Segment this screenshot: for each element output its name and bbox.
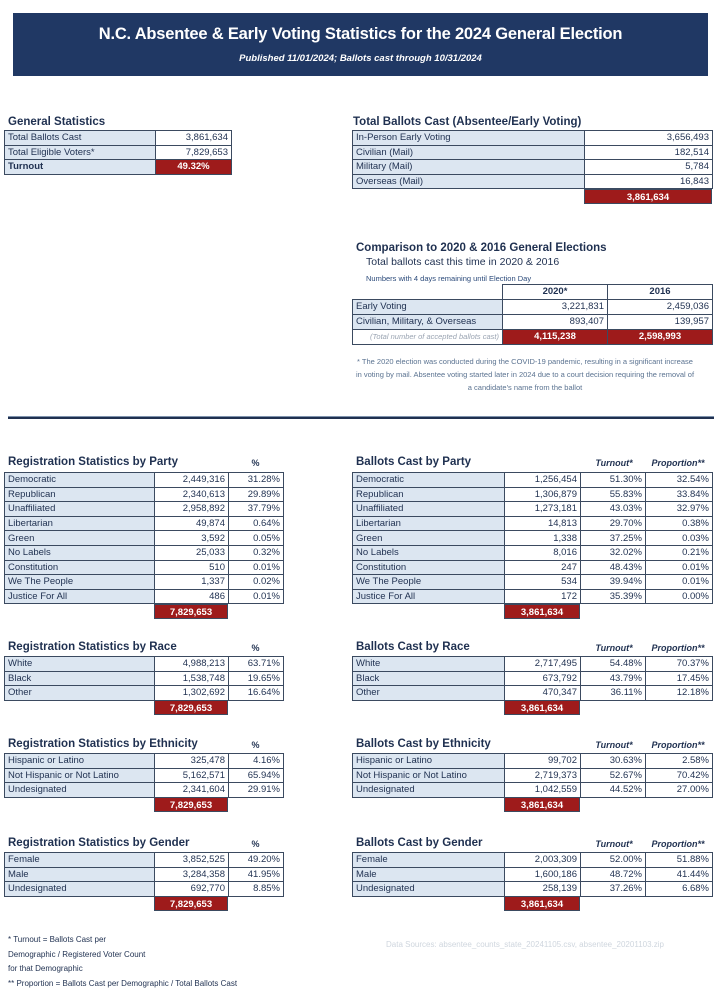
cell-label: Constitution (5, 560, 155, 575)
cell-count: 1,042,559 (505, 783, 581, 798)
cell-pct: 65.94% (229, 768, 284, 783)
cell-label: White (5, 657, 155, 672)
cell-label: Republican (5, 487, 155, 502)
cell-label: Justice For All (353, 589, 505, 604)
registration-ethnicity-table (4, 753, 284, 798)
row-label: Total Eligible Voters* (5, 145, 156, 160)
cell-count: 486 (155, 589, 229, 604)
ballots-gender-proportion-header: Proportion** (651, 839, 705, 849)
cell-pct: 0.01% (229, 589, 284, 604)
cell-turnout: 30.63% (581, 754, 646, 769)
table-row (5, 882, 284, 897)
table-row (353, 315, 713, 330)
cell-count: 692,770 (155, 882, 229, 897)
ballots-race-table (352, 656, 713, 701)
table-row (353, 516, 713, 531)
table-row (353, 671, 713, 686)
spacer-cell (353, 285, 503, 300)
cell-count: 247 (505, 560, 581, 575)
cell-proportion: 32.97% (646, 502, 713, 517)
cell-count: 1,338 (505, 531, 581, 546)
ballots-ethnicity-proportion-header: Proportion** (651, 740, 705, 750)
table-row (5, 657, 284, 672)
cell-count: 1,538,748 (155, 671, 229, 686)
registration-race-table (4, 656, 284, 701)
cell-label: Undesignated (353, 783, 505, 798)
table-row (353, 686, 713, 701)
row-label: Military (Mail) (353, 160, 585, 175)
cell-count: 2,341,604 (155, 783, 229, 798)
cell-label: Black (5, 671, 155, 686)
row-label: Early Voting (353, 300, 503, 315)
registration-race-title: Registration Statistics by Race (8, 641, 177, 653)
table-row (353, 768, 713, 783)
total-ballots-title: Total Ballots Cast (Absentee/Early Voting) (353, 116, 582, 128)
cell-proportion: 0.38% (646, 516, 713, 531)
cell-count: 2,003,309 (505, 853, 581, 868)
cell-label: Unaffiliated (5, 502, 155, 517)
comparison-total-2016: 2,598,993 (608, 330, 713, 345)
comparison-total-row (353, 330, 713, 345)
cell-label: Green (353, 531, 505, 546)
cell-count: 510 (155, 560, 229, 575)
cell-count: 3,852,525 (155, 853, 229, 868)
ballots-gender-table (352, 852, 713, 897)
table-row (5, 531, 284, 546)
cell-label: Female (353, 853, 505, 868)
registration-ethnicity-total: 7,829,653 (154, 797, 228, 812)
cell-count: 2,719,373 (505, 768, 581, 783)
cell-label: Female (5, 853, 155, 868)
comparison-note: Numbers with 4 days remaining until Election Day (366, 274, 532, 283)
table-row (353, 754, 713, 769)
cell-pct: 0.05% (229, 531, 284, 546)
cell-label: Other (5, 686, 155, 701)
cell-turnout: 55.83% (581, 487, 646, 502)
comparison-header-row (353, 285, 713, 300)
cell-proportion: 17.45% (646, 671, 713, 686)
cell-pct: 29.89% (229, 487, 284, 502)
table-row (353, 783, 713, 798)
cell-count: 14,813 (505, 516, 581, 531)
cell-count: 258,139 (505, 882, 581, 897)
table-row (353, 575, 713, 590)
row-value: 182,514 (585, 145, 713, 160)
cell-proportion: 33.84% (646, 487, 713, 502)
cell-count: 49,874 (155, 516, 229, 531)
table-row (5, 560, 284, 575)
footer-notes (8, 933, 237, 991)
cell-pct: 0.01% (229, 560, 284, 575)
ballots-party-title: Ballots Cast by Party (356, 456, 472, 468)
ballots-party-total: 3,861,634 (504, 604, 580, 619)
row-value-2020: 3,221,831 (503, 300, 608, 315)
table-row (5, 545, 284, 560)
row-value-2016: 139,957 (608, 315, 713, 330)
ballots-race-total: 3,861,634 (504, 700, 580, 715)
table-row (353, 487, 713, 502)
registration-gender-title: Registration Statistics by Gender (8, 837, 190, 849)
cell-label: Undesignated (5, 783, 155, 798)
general-statistics-title: General Statistics (8, 116, 106, 128)
cell-turnout: 54.48% (581, 657, 646, 672)
cell-proportion: 0.21% (646, 545, 713, 560)
registration-race-pct-header: % (251, 643, 260, 653)
cell-count: 2,958,892 (155, 502, 229, 517)
registration-party-total: 7,829,653 (154, 604, 228, 619)
table-row (5, 686, 284, 701)
cell-count: 99,702 (505, 754, 581, 769)
cell-turnout: 29.70% (581, 516, 646, 531)
cell-count: 1,302,692 (155, 686, 229, 701)
cell-count: 3,284,358 (155, 867, 229, 882)
cell-turnout: 52.00% (581, 853, 646, 868)
cell-proportion: 41.44% (646, 867, 713, 882)
cell-proportion: 0.01% (646, 560, 713, 575)
total-ballots-total: 3,861,634 (584, 189, 712, 204)
page-subtitle: Published 11/01/2024; Ballots cast through 10/31/2024 (239, 52, 482, 64)
cell-label: Undesignated (5, 882, 155, 897)
cell-label: Other (353, 686, 505, 701)
cell-count: 172 (505, 589, 581, 604)
row-value-2020: 893,407 (503, 315, 608, 330)
cell-label: White (353, 657, 505, 672)
row-value: 5,784 (585, 160, 713, 175)
registration-ethnicity-title: Registration Statistics by Ethnicity (8, 738, 198, 750)
cell-turnout: 32.02% (581, 545, 646, 560)
table-row-turnout (5, 160, 232, 175)
ballots-ethnicity-title: Ballots Cast by Ethnicity (356, 738, 491, 750)
table-row (5, 131, 232, 146)
cell-count: 8,016 (505, 545, 581, 560)
cell-label: Constitution (353, 560, 505, 575)
cell-pct: 37.79% (229, 502, 284, 517)
turnout-label: Turnout (5, 160, 156, 175)
footer-note-line-2: Demographic / Registered Voter Count (8, 949, 146, 959)
row-label: In-Person Early Voting (353, 131, 585, 146)
registration-party-title: Registration Statistics by Party (8, 456, 178, 468)
column-header-2016: 2016 (608, 285, 713, 300)
column-header-2020: 2020* (503, 285, 608, 300)
table-row (353, 145, 713, 160)
table-row (5, 473, 284, 488)
cell-label: Not Hispanic or Not Latino (5, 768, 155, 783)
table-row (353, 300, 713, 315)
cell-proportion: 6.68% (646, 882, 713, 897)
table-row (353, 174, 713, 189)
table-row (5, 516, 284, 531)
cell-turnout: 51.30% (581, 473, 646, 488)
cell-pct: 4.16% (229, 754, 284, 769)
cell-count: 4,988,213 (155, 657, 229, 672)
cell-proportion: 12.18% (646, 686, 713, 701)
table-row (353, 657, 713, 672)
comparison-subtitle: Total ballots cast this time in 2020 & 2016 (366, 256, 560, 268)
cell-label: No Labels (353, 545, 505, 560)
section-divider (8, 416, 714, 419)
cell-turnout: 48.43% (581, 560, 646, 575)
cell-pct: 41.95% (229, 867, 284, 882)
cell-count: 1,337 (155, 575, 229, 590)
cell-count: 2,340,613 (155, 487, 229, 502)
cell-count: 1,306,879 (505, 487, 581, 502)
cell-count: 673,792 (505, 671, 581, 686)
table-row (353, 502, 713, 517)
footer-note-line-3: for that Demographic (8, 964, 83, 973)
cell-pct: 19.65% (229, 671, 284, 686)
cell-label: Republican (353, 487, 505, 502)
cell-count: 1,600,186 (505, 867, 581, 882)
total-ballots-table (352, 130, 713, 189)
table-row (5, 671, 284, 686)
row-label: Civilian, Military, & Overseas (353, 315, 503, 330)
cell-label: Libertarian (5, 516, 155, 531)
registration-gender-pct-header: % (251, 839, 260, 849)
page-title: N.C. Absentee & Early Voting Statistics for the 2024 General Election (98, 25, 623, 43)
row-value-2016: 2,459,036 (608, 300, 713, 315)
row-label: Civilian (Mail) (353, 145, 585, 160)
page-header (13, 13, 708, 76)
cell-label: Unaffiliated (353, 502, 505, 517)
turnout-value: 49.32% (156, 160, 232, 175)
ballots-party-table (352, 472, 713, 604)
cell-pct: 0.64% (229, 516, 284, 531)
row-label: Overseas (Mail) (353, 174, 585, 189)
cell-count: 534 (505, 575, 581, 590)
cell-turnout: 43.79% (581, 671, 646, 686)
cell-turnout: 35.39% (581, 589, 646, 604)
cell-label: Undesignated (353, 882, 505, 897)
cell-count: 1,256,454 (505, 473, 581, 488)
cell-pct: 63.71% (229, 657, 284, 672)
table-row (353, 560, 713, 575)
table-row (353, 531, 713, 546)
ballots-race-turnout-header: Turnout* (595, 643, 633, 653)
ballots-ethnicity-total: 3,861,634 (504, 797, 580, 812)
cell-count: 470,347 (505, 686, 581, 701)
row-value: 3,656,493 (585, 131, 713, 146)
ballots-race-proportion-header: Proportion** (651, 643, 705, 653)
row-label: Total Ballots Cast (5, 131, 156, 146)
cell-count: 2,449,316 (155, 473, 229, 488)
cell-label: Black (353, 671, 505, 686)
ballots-ethnicity-turnout-header: Turnout* (595, 740, 633, 750)
cell-label: Male (5, 867, 155, 882)
registration-party-pct-header: % (251, 458, 260, 468)
cell-proportion: 70.37% (646, 657, 713, 672)
table-row (5, 783, 284, 798)
footer-note-line-1: * Turnout = Ballots Cast per (8, 935, 107, 944)
ballots-gender-total: 3,861,634 (504, 896, 580, 911)
cell-turnout: 36.11% (581, 686, 646, 701)
registration-race-total: 7,829,653 (154, 700, 228, 715)
cell-label: Hispanic or Latino (5, 754, 155, 769)
ballots-gender-title: Ballots Cast by Gender (356, 837, 483, 849)
cell-label: Libertarian (353, 516, 505, 531)
cell-count: 1,273,181 (505, 502, 581, 517)
table-row (5, 575, 284, 590)
cell-label: Not Hispanic or Not Latino (353, 768, 505, 783)
table-row (5, 487, 284, 502)
ballots-race-title: Ballots Cast by Race (356, 641, 470, 653)
cell-turnout: 37.25% (581, 531, 646, 546)
cell-proportion: 27.00% (646, 783, 713, 798)
cell-count: 25,033 (155, 545, 229, 560)
general-statistics-table (4, 130, 232, 175)
cell-proportion: 0.03% (646, 531, 713, 546)
cell-proportion: 51.88% (646, 853, 713, 868)
cell-proportion: 70.42% (646, 768, 713, 783)
cell-label: Green (5, 531, 155, 546)
cell-turnout: 52.67% (581, 768, 646, 783)
registration-gender-total: 7,829,653 (154, 896, 228, 911)
cell-turnout: 37.26% (581, 882, 646, 897)
cell-count: 5,162,571 (155, 768, 229, 783)
table-row (5, 867, 284, 882)
table-row (353, 882, 713, 897)
cell-pct: 0.02% (229, 575, 284, 590)
cell-label: No Labels (5, 545, 155, 560)
registration-ethnicity-pct-header: % (251, 740, 260, 750)
cell-label: Democratic (353, 473, 505, 488)
cell-label: Justice For All (5, 589, 155, 604)
table-row (5, 754, 284, 769)
comparison-title: Comparison to 2020 & 2016 General Elections (356, 242, 607, 254)
table-row (5, 768, 284, 783)
table-row (5, 589, 284, 604)
table-row (5, 853, 284, 868)
registration-gender-table (4, 852, 284, 897)
cell-label: Hispanic or Latino (353, 754, 505, 769)
ballots-ethnicity-table (352, 753, 713, 798)
row-value: 3,861,634 (156, 131, 232, 146)
cell-pct: 31.28% (229, 473, 284, 488)
data-sources-note: Data Sources: absentee_counts_state_20241105.csv, absentee_20201103.zip (386, 940, 664, 949)
table-row (5, 145, 232, 160)
row-value: 16,843 (585, 174, 713, 189)
cell-pct: 8.85% (229, 882, 284, 897)
table-row (353, 867, 713, 882)
table-row (353, 853, 713, 868)
table-row (353, 131, 713, 146)
cell-count: 2,717,495 (505, 657, 581, 672)
cell-pct: 49.20% (229, 853, 284, 868)
table-row (353, 473, 713, 488)
cell-turnout: 43.03% (581, 502, 646, 517)
cell-label: We The People (353, 575, 505, 590)
ballots-party-turnout-header: Turnout* (595, 458, 633, 468)
cell-pct: 29.91% (229, 783, 284, 798)
comparison-footnote: * The 2020 election was conducted during the COVID-19 pandemic, resulting in a significant increase in voting by mail. Absentee voting started later in 2024 due to a court decision requiring the removal of a candidate's name from the ballot (355, 357, 695, 392)
cell-label: Male (353, 867, 505, 882)
row-value: 7,829,653 (156, 145, 232, 160)
cell-turnout: 39.94% (581, 575, 646, 590)
cell-proportion: 0.00% (646, 589, 713, 604)
cell-turnout: 48.72% (581, 867, 646, 882)
cell-turnout: 44.52% (581, 783, 646, 798)
cell-proportion: 0.01% (646, 575, 713, 590)
comparison-table (352, 284, 713, 345)
table-row (5, 502, 284, 517)
cell-proportion: 32.54% (646, 473, 713, 488)
comparison-total-2020: 4,115,238 (503, 330, 608, 345)
footer-note-line-4: ** Proportion = Ballots Cast per Demographic / Total Ballots Cast (8, 978, 238, 988)
cell-count: 3,592 (155, 531, 229, 546)
table-row (353, 160, 713, 175)
cell-label: We The People (5, 575, 155, 590)
table-row (353, 589, 713, 604)
cell-proportion: 2.58% (646, 754, 713, 769)
ballots-gender-turnout-header: Turnout* (595, 839, 633, 849)
cell-pct: 0.32% (229, 545, 284, 560)
cell-label: Democratic (5, 473, 155, 488)
cell-pct: 16.64% (229, 686, 284, 701)
cell-count: 325,478 (155, 754, 229, 769)
table-row (353, 545, 713, 560)
registration-party-table (4, 472, 284, 604)
comparison-total-label: (Total number of accepted ballots cast) (353, 330, 503, 345)
ballots-party-proportion-header: Proportion** (651, 458, 705, 468)
